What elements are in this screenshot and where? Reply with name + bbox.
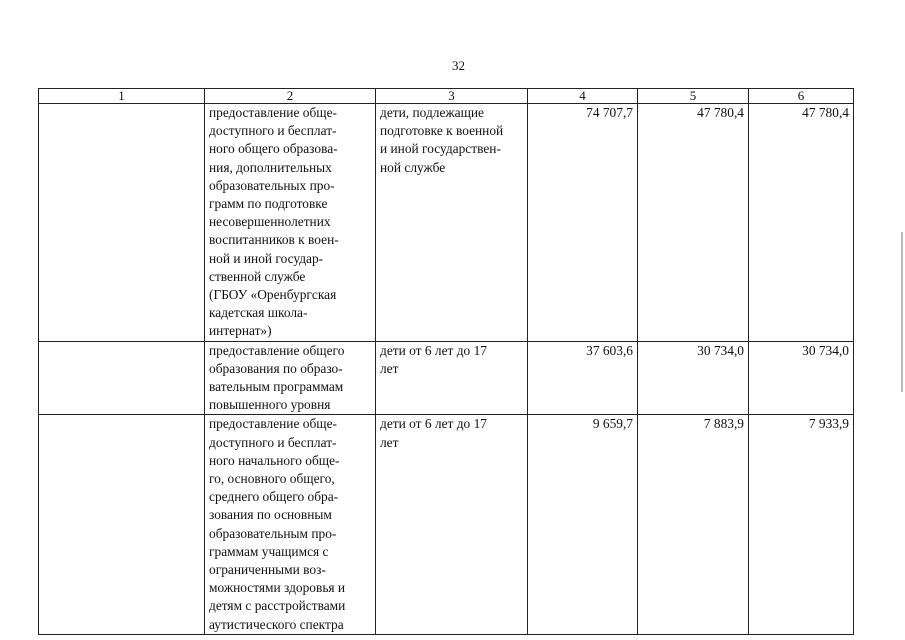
table-row [39, 341, 854, 415]
cell-recipients: дети от 6 лет до 17 лет [376, 341, 528, 415]
scan-edge-mark [901, 232, 903, 392]
column-header-6: 6 [749, 89, 854, 104]
cell-col1 [39, 341, 205, 415]
cell-service: предоставление общего образования по образо- вательным программам повышенного уровня [205, 341, 376, 415]
data-table [38, 88, 854, 635]
column-header-3: 3 [376, 89, 528, 104]
cell-recipients: дети, подлежащие подготовке к военной и иной государствен- ной службе [376, 104, 528, 342]
cell-col1 [39, 415, 205, 634]
cell-value-5: 7 883,9 [638, 415, 749, 634]
cell-value-4: 9 659,7 [528, 415, 638, 634]
column-header-4: 4 [528, 89, 638, 104]
column-header-1: 1 [39, 89, 205, 104]
cell-service: предоставление обще- доступного и бесплат- ного начального обще- го, основного общего, среднего общего обра- зования по основным образовательным про- граммам учащимся с ограниченными воз- можностями здоровья и детям с расстройствами аутистического спектра [205, 415, 376, 634]
page-number: 32 [452, 58, 465, 73]
column-header-5: 5 [638, 89, 749, 104]
cell-value-6: 30 734,0 [749, 341, 854, 415]
column-header-2: 2 [205, 89, 376, 104]
table-row [39, 104, 854, 342]
cell-value-5: 47 780,4 [638, 104, 749, 342]
cell-recipients: дети от 6 лет до 17 лет [376, 415, 528, 634]
cell-value-4: 37 603,6 [528, 341, 638, 415]
cell-value-4: 74 707,7 [528, 104, 638, 342]
cell-value-6: 47 780,4 [749, 104, 854, 342]
table-row [39, 415, 854, 634]
cell-value-5: 30 734,0 [638, 341, 749, 415]
cell-service: предоставление обще- доступного и бесплат- ного общего образова- ния, дополнительных образовательных про- грамм по подготовке несовершеннолетних воспитанников к воен- ной и иной государ- ственной службе (ГБОУ «Оренбургская кадетская школа- интернат») [205, 104, 376, 342]
header-row [39, 89, 854, 104]
cell-value-6: 7 933,9 [749, 415, 854, 634]
cell-col1 [39, 104, 205, 342]
